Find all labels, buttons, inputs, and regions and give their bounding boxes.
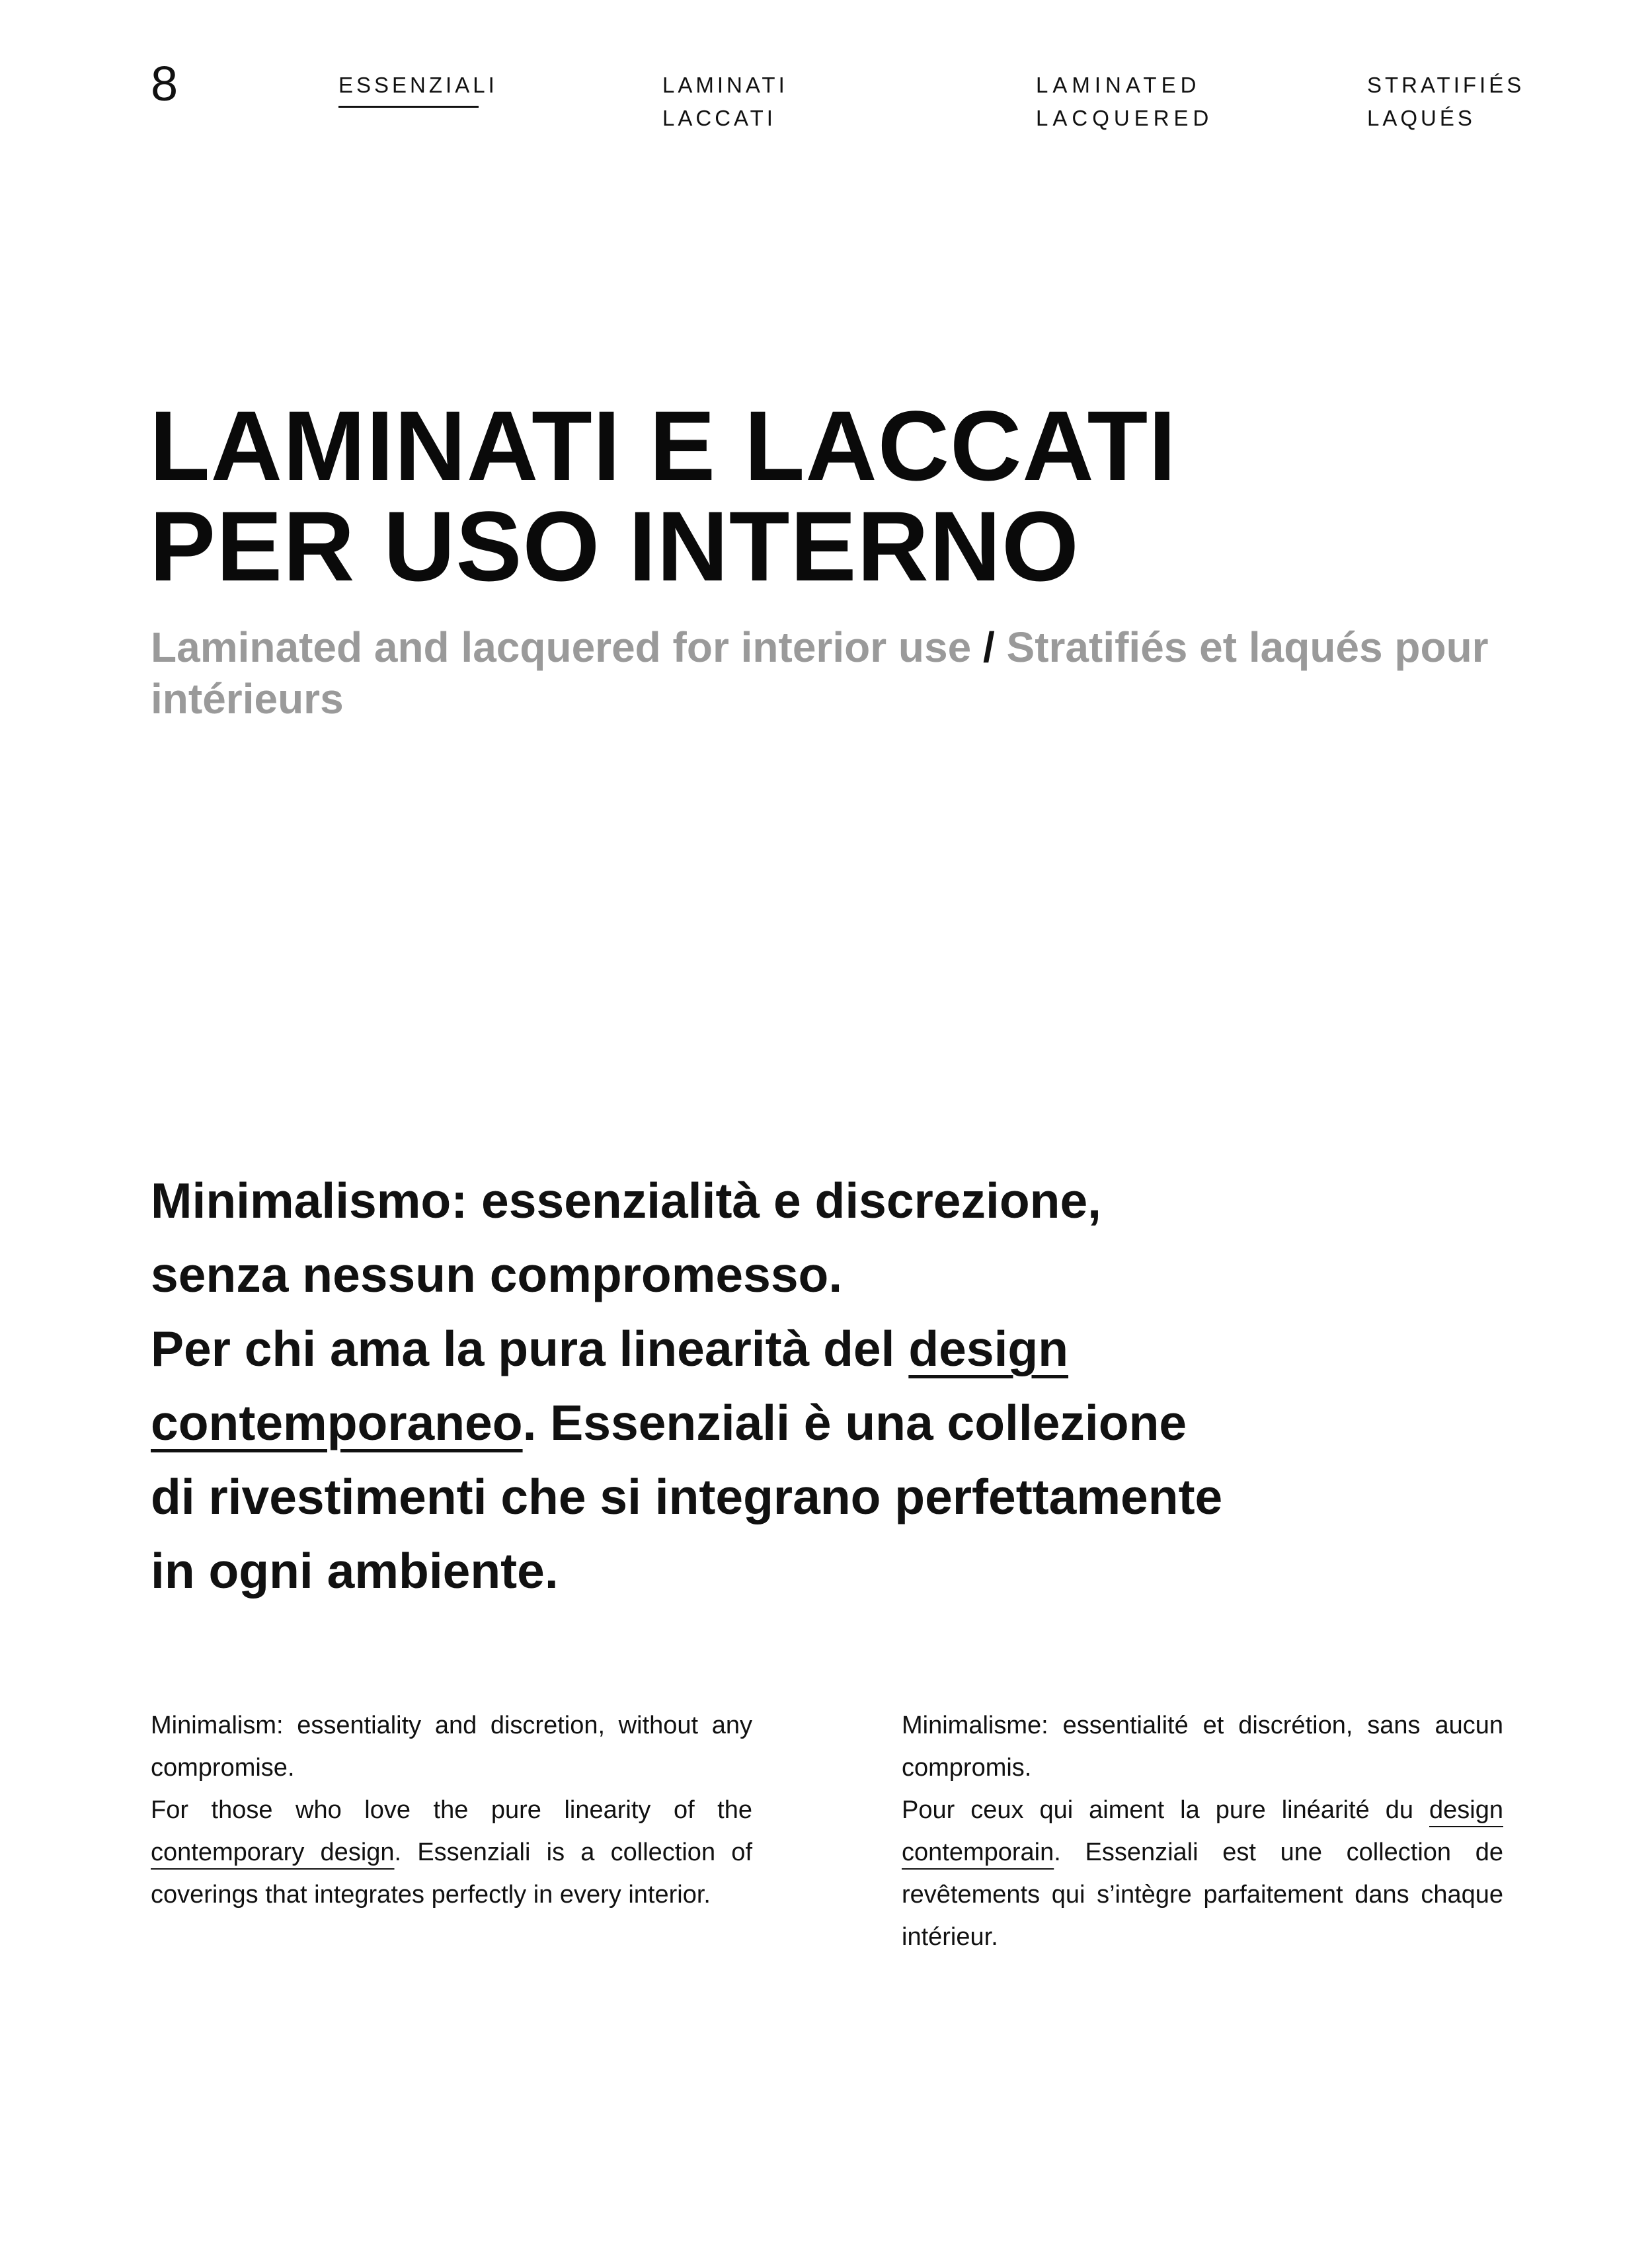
english-p1: Minimalism: essentiality and discretion, without any compromise. — [151, 1712, 752, 1782]
lead-paragraph — [151, 1164, 1275, 1608]
nav-laminati-laccati[interactable] — [662, 69, 788, 135]
lead-line5: di rivestimenti che si integrano perfettamente — [151, 1469, 1223, 1524]
french-p2 — [902, 1789, 1503, 1958]
subtitle-french: Stratifiés et laqués pour intérieurs — [151, 623, 1489, 723]
title-line1: LAMINATI E LACCATI — [149, 390, 1177, 501]
lead-line2: senza nessun compromesso. — [151, 1247, 843, 1302]
english-description — [151, 1704, 752, 1916]
nav-essenziali[interactable] — [338, 69, 498, 108]
page-title — [149, 390, 1177, 602]
page-number: 8 — [151, 56, 178, 111]
active-nav-underline — [338, 106, 479, 108]
lead-line1: Minimalismo: essenzialità e discrezione, — [151, 1173, 1102, 1228]
english-p2-before: For those who love the pure linearity of the — [151, 1796, 752, 1824]
french-p1: Minimalisme: essentialité et discrétion, sans aucun compromis. — [902, 1712, 1503, 1782]
lead-line6: in ogni ambiente. — [151, 1543, 559, 1599]
nav-en-line1: LAMINATED — [1036, 73, 1201, 97]
lead-line3 — [151, 1312, 1275, 1386]
nav-fr-line2: LAQUÉS — [1367, 106, 1475, 130]
subtitle-separator: / — [982, 623, 995, 671]
french-description — [902, 1704, 1503, 1958]
subtitle-english: Laminated and lacquered for interior use — [151, 623, 972, 671]
nav-it-line1: LAMINATI — [662, 73, 788, 97]
lead-contemporaneo-link[interactable]: contemporaneo — [151, 1395, 523, 1450]
lead-line4 — [151, 1386, 1275, 1460]
english-p2-after: . Essenziali is a collection of coverings that integrates perfectly in every interior. — [151, 1838, 752, 1909]
french-p2-before: Pour ceux qui aiment la pure linéarité du — [902, 1796, 1430, 1824]
english-p2 — [151, 1789, 752, 1916]
english-design-link[interactable]: contemporary design — [151, 1838, 395, 1866]
nav-fr-line1: STRATIFIÉS — [1367, 73, 1525, 97]
nav-stratifies-laques[interactable] — [1367, 69, 1524, 135]
title-line2: PER USO INTERNO — [149, 491, 1080, 602]
nav-it-line2: LACCATI — [662, 106, 776, 130]
nav-laminated-lacquered[interactable] — [1036, 69, 1213, 135]
french-p2-after: . Essenziali est une collection de revêtements qui s’intègre parfaitement dans chaque intérieur. — [902, 1838, 1503, 1951]
nav-essenziali-label: ESSENZIALI — [338, 73, 498, 97]
lead-line3-text: Per chi ama la pura linearità del — [151, 1321, 909, 1376]
french-design-link[interactable]: design contemporain — [902, 1796, 1503, 1866]
lead-line4-text: . Essenziali è una collezione — [522, 1395, 1187, 1450]
page-subtitle — [151, 621, 1513, 725]
lead-design-link[interactable]: design — [908, 1321, 1069, 1376]
nav-en-line2: LACQUERED — [1036, 106, 1214, 130]
